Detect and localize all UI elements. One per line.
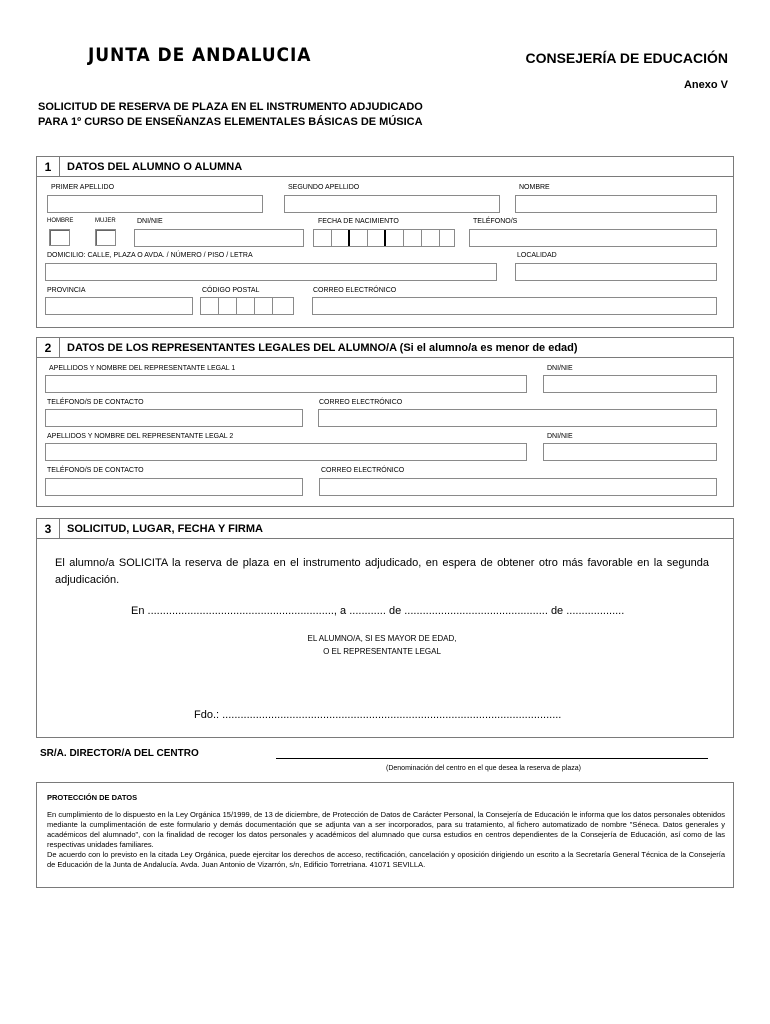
- label-correo-2: CORREO ELECTRÓNICO: [321, 467, 405, 474]
- form-title: [38, 100, 423, 130]
- section-alumno: [36, 156, 734, 328]
- label-hombre: HOMBRE: [47, 218, 74, 224]
- label-correo-1: CORREO ELECTRÓNICO: [319, 399, 403, 406]
- form-title-line1: SOLICITUD DE RESERVA DE PLAZA EN EL INSTRUMENTO ADJUDICADO: [38, 101, 423, 113]
- proteccion-paragraph-1: En cumplimiento de lo dispuesto en la Ley Orgánica 15/1999, de 13 de diciembre, de Protección de Datos de Carácter Personal, la Consejería de Educación le informa que los datos personales obtenidos mediante la cumplimentación de este formulario y demás documentación que se adjunta van a ser incorporados, para su tratamiento, al fichero automatizado de nombre "Séneca. Datos generales y académicos del alumnado", con la finalidad de recoger los datos personales y académicos del alumnado que cursa estudios en centros dependientes de la Consejería de Educación, así como de las respectivas unidades familiares.: [47, 810, 725, 849]
- telefono-1-field[interactable]: [45, 409, 303, 427]
- consejeria-title: CONSEJERÍA DE EDUCACIÓN: [525, 50, 728, 66]
- section-solicitud: [36, 518, 734, 738]
- localidad-field[interactable]: [515, 263, 717, 281]
- segundo-apellido-field[interactable]: [284, 195, 500, 213]
- firma-caption-line2: O EL REPRESENTANTE LEGAL: [323, 647, 441, 656]
- anexo-label: Anexo V: [683, 79, 728, 91]
- mujer-checkbox[interactable]: [95, 229, 116, 246]
- dni-1-field[interactable]: [543, 375, 717, 393]
- label-dni: DNI/NIE: [137, 218, 163, 225]
- section-representantes: [36, 337, 734, 507]
- primer-apellido-field[interactable]: [47, 195, 263, 213]
- codigo-postal-field[interactable]: [200, 297, 294, 315]
- label-representante-2: APELLIDOS Y NOMBRE DEL REPRESENTANTE LEGAL 2: [47, 433, 234, 440]
- firma-line: Fdo.: ...............................................................................................................: [194, 709, 562, 721]
- label-fecha-nacimiento: FECHA DE NACIMIENTO: [318, 218, 399, 225]
- section-number: 1: [37, 157, 60, 177]
- label-telefono-2: TELÉFONO/S DE CONTACTO: [47, 467, 144, 474]
- label-codigo-postal: CÓDIGO POSTAL: [202, 287, 260, 294]
- representante-2-field[interactable]: [45, 443, 527, 461]
- dni-2-field[interactable]: [543, 443, 717, 461]
- correo-2-field[interactable]: [319, 478, 717, 496]
- section-title: DATOS DEL ALUMNO O ALUMNA: [67, 161, 243, 173]
- fecha-nacimiento-field[interactable]: [313, 229, 455, 247]
- correo-field[interactable]: [312, 297, 717, 315]
- proteccion-title: PROTECCIÓN DE DATOS: [47, 793, 138, 802]
- section-header: [37, 338, 733, 358]
- label-telefonos: TELÉFONO/S: [473, 218, 518, 225]
- label-correo: CORREO ELECTRÓNICO: [313, 287, 397, 294]
- centro-field[interactable]: [276, 758, 708, 759]
- firma-caption-line1: EL ALUMNO/A, SI ES MAYOR DE EDAD,: [307, 634, 457, 643]
- proteccion-paragraph-2: De acuerdo con lo previsto en la citada Ley Orgánica, puede ejercitar los derechos de acceso, rectificación, cancelación y oposición dirigiendo un escrito a la Secretaría General Técnica de la Consejería de Educación de la Junta de Andalucía. Avda. Juan Antonio de Vizarrón, s/n, Edificio Torretriana. 41071 SEVILLA.: [47, 850, 725, 869]
- provincia-field[interactable]: [45, 297, 193, 315]
- hombre-checkbox[interactable]: [49, 229, 70, 246]
- telefono-2-field[interactable]: [45, 478, 303, 496]
- label-localidad: LOCALIDAD: [517, 252, 557, 259]
- correo-1-field[interactable]: [318, 409, 717, 427]
- telefonos-field[interactable]: [469, 229, 717, 247]
- label-dni-1: DNI/NIE: [547, 365, 573, 372]
- section-number: 2: [37, 338, 60, 358]
- dni-field[interactable]: [134, 229, 304, 247]
- form-title-line2: PARA 1º CURSO DE ENSEÑANZAS ELEMENTALES BÁSICAS DE MÚSICA: [38, 116, 423, 128]
- label-domicilio: DOMICILIO: CALLE, PLAZA O AVDA. / NÚMERO / PISO / LETRA: [47, 252, 253, 259]
- label-provincia: PROVINCIA: [47, 287, 86, 294]
- director-label: SR/A. DIRECTOR/A DEL CENTRO: [40, 748, 199, 759]
- label-representante-1: APELLIDOS Y NOMBRE DEL REPRESENTANTE LEGAL 1: [49, 365, 236, 372]
- solicitud-text: El alumno/a SOLICITA la reserva de plaza en el instrumento adjudicado, en espera de obtener otro más favorable en la segunda adjudicación.: [55, 557, 709, 586]
- nombre-field[interactable]: [515, 195, 717, 213]
- logo-junta-andalucia: JUNTA DE ANDALUCIA: [88, 44, 312, 66]
- proteccion-text: [47, 810, 725, 870]
- label-mujer: MUJER: [95, 218, 116, 224]
- lugar-fecha-line: En ............................................................., a ............ de ............................................... de ...................: [131, 605, 625, 617]
- firma-caption: [37, 632, 727, 658]
- section-header: [37, 519, 733, 539]
- section-title: SOLICITUD, LUGAR, FECHA Y FIRMA: [67, 523, 263, 535]
- proteccion-datos-box: [36, 782, 734, 888]
- section-header: [37, 157, 733, 177]
- label-telefono-1: TELÉFONO/S DE CONTACTO: [47, 399, 144, 406]
- label-segundo-apellido: SEGUNDO APELLIDO: [288, 184, 360, 191]
- section-title: DATOS DE LOS REPRESENTANTES LEGALES DEL ALUMNO/A (Si el alumno/a es menor de edad): [67, 342, 578, 354]
- section-number: 3: [37, 519, 60, 539]
- label-nombre: NOMBRE: [519, 184, 550, 191]
- label-dni-2: DNI/NIE: [547, 433, 573, 440]
- denominacion-caption: (Denominación del centro en el que desea la reserva de plaza): [386, 765, 581, 772]
- domicilio-field[interactable]: [45, 263, 497, 281]
- label-primer-apellido: PRIMER APELLIDO: [51, 184, 115, 191]
- representante-1-field[interactable]: [45, 375, 527, 393]
